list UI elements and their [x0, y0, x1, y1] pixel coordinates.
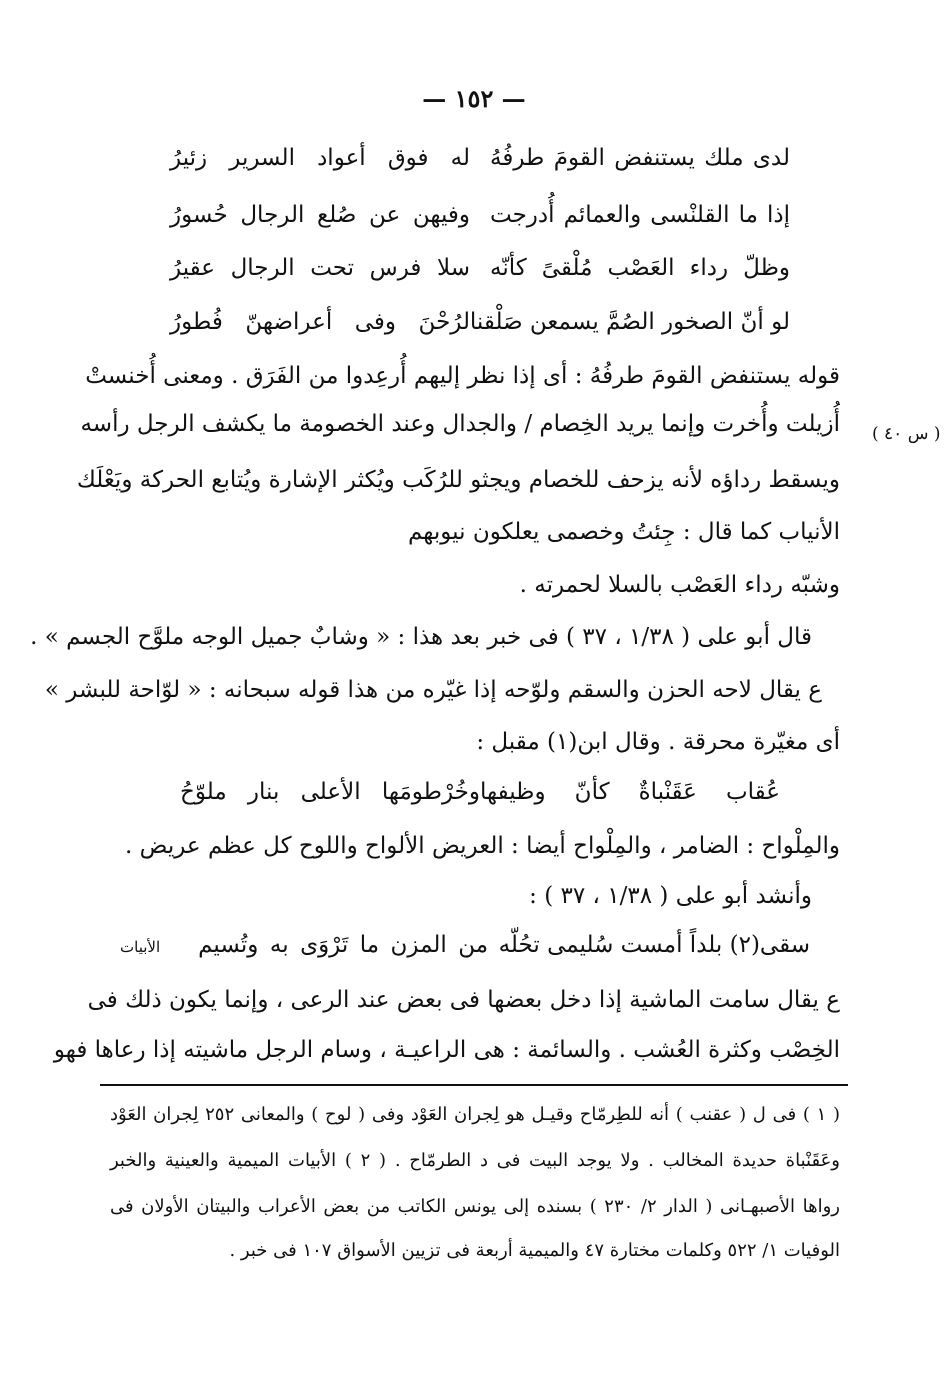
text-line: قال أبو على ( ١/٣٨ ، ٣٧ ) فى خبر بعد هذا : « وشابٌ جميل الوجه ملوَّح الجسم » . [30, 624, 812, 650]
verse-hemistich-left-group [120, 925, 488, 965]
footnote-line: وعَقَنْباة حديدة المخالب . ولا يوجد البيت فى د الطرمّاح . ( ٢ ) الأبيات الميمية والعينية والخبر [110, 1150, 840, 1171]
text-line: الأنياب كما قال : جِئتُ وخصمى يعلكون نيوبهم [407, 519, 840, 545]
verse-hemistich-right: سقى(٢) بلداً أمست سُليمى تحُلّه [498, 932, 810, 958]
text-line: ويسقط رداؤه لأنه يزحف للخصام ويجثو للرُكَب ويُكثر الإشارة ويُتابع الحركة ويَعْلَك [76, 467, 840, 493]
verse-hemistich-left: من المزن ما تَرْوَى به وتُسيم [198, 932, 489, 958]
footnote-divider [100, 1084, 848, 1086]
verse-hemistich-left: له فوق أعواد السرير زئيرُ [170, 145, 470, 171]
text-line: ع يقال لاحه الحزن والسقم ولوّحه إذا غيّره من هذا قوله سبحانه : « لوّاحة للبشر » [44, 677, 822, 703]
text-line: والمِلْواح : الضامر ، والمِلْواح أيضا : العريض الألواح واللوح كل عظم عريض . [125, 833, 840, 859]
text-line: ع يقال سامت الماشية إذا دخل بعضها فى بعض عند الرعى ، وإنما يكون ذلك فى [87, 987, 840, 1013]
text-line: أى مغيّرة محرقة . وقال ابن(١) مقبل : [476, 729, 840, 755]
footnote-line: ( ١ ) فى ل ( عقنب ) أنه للطِرمّاح وقيـل هو لِجران العَوْد وفى ( لوح ) والمعانى ٢٥٢ لِجران العَوْد [110, 1104, 840, 1125]
verse-hemistich-left: سلا فرس تحت الرجال عقيرُ [170, 255, 470, 281]
footnote-line: الوفيات ١/ ٥٢٢ وكلمات مختارة ٤٧ والميمية أربعة فى تزيين الأسواق ١٠٧ فى خبر . [229, 1240, 840, 1261]
margin-note: ( س ٤٠ ) [872, 424, 941, 444]
page-number: — ١٥٢ — [422, 84, 526, 113]
verse-note: الأبيات [120, 938, 161, 956]
verse-line [170, 302, 790, 342]
text-line: وشبّه رداء العَصْب بالسلا لحمرته . [519, 572, 840, 598]
verse-hemistich-right: وظلّ رداء العَصْب مُلْقىً كأنّه [490, 255, 790, 281]
text-line: قوله يستنفض القومَ طرفُهُ : أى إذا نظر إليهم أُرعِدوا من الفَرَق . ومعنى أُخنستْ [85, 363, 840, 389]
verse-line [170, 248, 790, 288]
text-line: أُزيلت وأُخرت وإنما يريد الخِصام / والجدال وعند الخصومة ما يكشف الرجل رأسه [80, 411, 840, 437]
verse-hemistich-right: عُقاب عَقَنْباةٌ كأنّ وظيفها [480, 779, 780, 805]
verse-hemistich-left: وخُرْطومَها الأعلى بنار ملوّحُ [180, 779, 480, 805]
verse-hemistich-right: لدى ملك يستنفض القومَ طرفُهُ [490, 145, 790, 171]
verse-hemistich-left: وفيهن عن صُلع الرجال حُسورُ [170, 202, 470, 228]
text-line: وأنشد أبو على ( ١/٣٨ ، ٣٧ ) : [529, 883, 812, 909]
text-line: الخِصْب وكثرة العُشب . والسائمة : هى الراعيـة ، وسام الرجل ماشيته إذا رعاها فهو [53, 1037, 840, 1063]
verse-line [170, 138, 790, 178]
verse-hemistich-right: لو أنّ الصخور الصُمَّ يسمعن صَلْقنا [469, 309, 790, 335]
verse-line [170, 195, 790, 235]
footnote-line: رواها الأصبهـانى ( الدار ٢/ ٢٣٠ ) بسنده إلى يونس الكاتب من بعض الأعراب والبيتان الأولان فى [110, 1196, 840, 1217]
verse-hemistich-left: لرُحْنَ وفى أعراضهنّ فُطورُ [170, 309, 470, 335]
verse-line [180, 772, 780, 812]
verse-hemistich-right: إذا ما القلنْسى والعمائم أُدرجت [490, 202, 790, 228]
verse-line [120, 925, 810, 965]
